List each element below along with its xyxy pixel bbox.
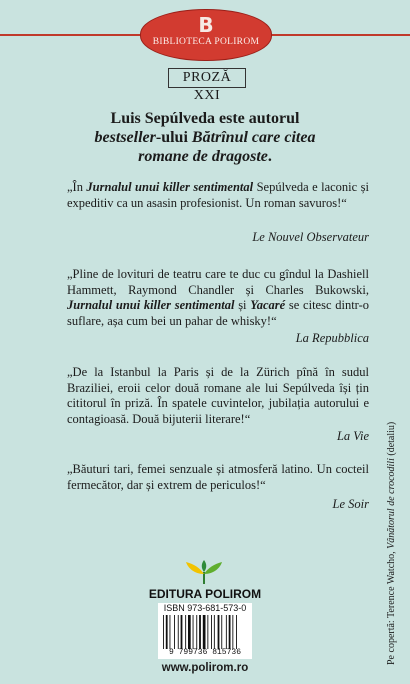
review-quote-1 [67,180,369,211]
review-source-1: Le Nouvel Observateur [252,230,369,244]
review-quote-2 [67,267,369,329]
barcode-bar [196,615,197,649]
quote-text: „Pline de lovituri de teatru care te duc cu gîndul la Dashiell Hammett, Raymond Chandler și Charles Bukowski, [67,267,369,297]
barcode-bar [211,615,212,649]
intro-line-2: -ului [155,129,192,146]
quote-text: „În [67,180,87,194]
barcode-bar [229,615,231,649]
barcode-bar [199,615,201,649]
review-source-2: La Repubblica [295,331,369,345]
barcode-bar [193,615,194,649]
barcode-bar [185,615,186,649]
barcode-bar [178,615,179,649]
barcode-bar [181,615,183,649]
intro-period: . [267,148,272,165]
publisher-logo [0,0,410,60]
isbn-text: ISBN 973-681-573-0 [163,603,247,613]
barcode-bar [218,615,220,649]
series-label: PROZĂ XXI [168,68,246,88]
review-quote-4 [67,462,369,493]
cover-credit [386,422,397,665]
quote-text: și [234,298,251,312]
barcode-bar [221,615,222,649]
intro-bestseller: bestseller [94,129,156,146]
quote-text: „De la Istanbul la Paris și de la Zürich pînă în sudul Braziliei, eroii celor două romane ale lui Sepúlveda își țin cititorul în priză. În spatele cuvintelor, jubilația autorului e contagioasă. Două bijuterii literare!“ [67,365,369,426]
barcode-bar [236,615,237,649]
quote-text: se citesc dintr-o suflare, așa cum bei un pahar de whisky!“ [67,298,369,328]
logo-oval [140,9,272,61]
barcode-bar [203,615,206,649]
review-source-4: Le Soir [332,497,369,511]
barcode-bar [232,615,233,649]
publisher-url: www.polirom.ro [161,662,249,674]
publisher-name: EDITURA POLIROM [148,587,262,601]
intro-line-1: Luis Sepúlveda este autorul [110,110,300,127]
book-title: Jurnalul unui killer sentimental [86,180,254,194]
barcode-bar [166,615,168,649]
barcode-number: 9 799736 815736 [168,648,241,657]
publisher-tree-logo [176,560,232,586]
intro-book-title: Bătrînul care citea [191,129,316,146]
barcode-bar [214,615,215,649]
author-intro [60,109,350,166]
book-title: Yacaré [250,298,286,312]
barcode-bar [226,615,227,649]
quote-text: Sepúlveda e laconic și expeditiv ca un asasin profesionist. Un roman savuros!“ [67,180,369,210]
credit-artwork-title: Vânătorul de crocodili [386,458,397,549]
barcode-bar [188,615,191,649]
book-title: Jurnalul unui killer sentimental [67,298,235,312]
credit-text: Pe copertă: Terence Watcho, [386,548,397,665]
barcode-bar [207,615,208,649]
barcode [162,615,248,649]
barcode-bar [170,615,171,649]
credit-text: (detaliu) [386,421,397,459]
intro-book-title-cont: romane de dragoste [138,148,268,165]
barcode-bar [163,615,164,649]
logo-mark: B [198,13,214,37]
quote-text: „Băuturi tari, femei senzuale și atmosferă latino. Un cocteil fermecător, dar și extrem de periculos!“ [67,462,369,492]
isbn-barcode-block [158,603,252,659]
review-quote-3 [67,365,369,427]
review-source-3: La Vie [336,429,369,443]
barcode-bar [174,615,175,649]
logo-text: BIBLIOTECA POLIROM [152,37,260,47]
